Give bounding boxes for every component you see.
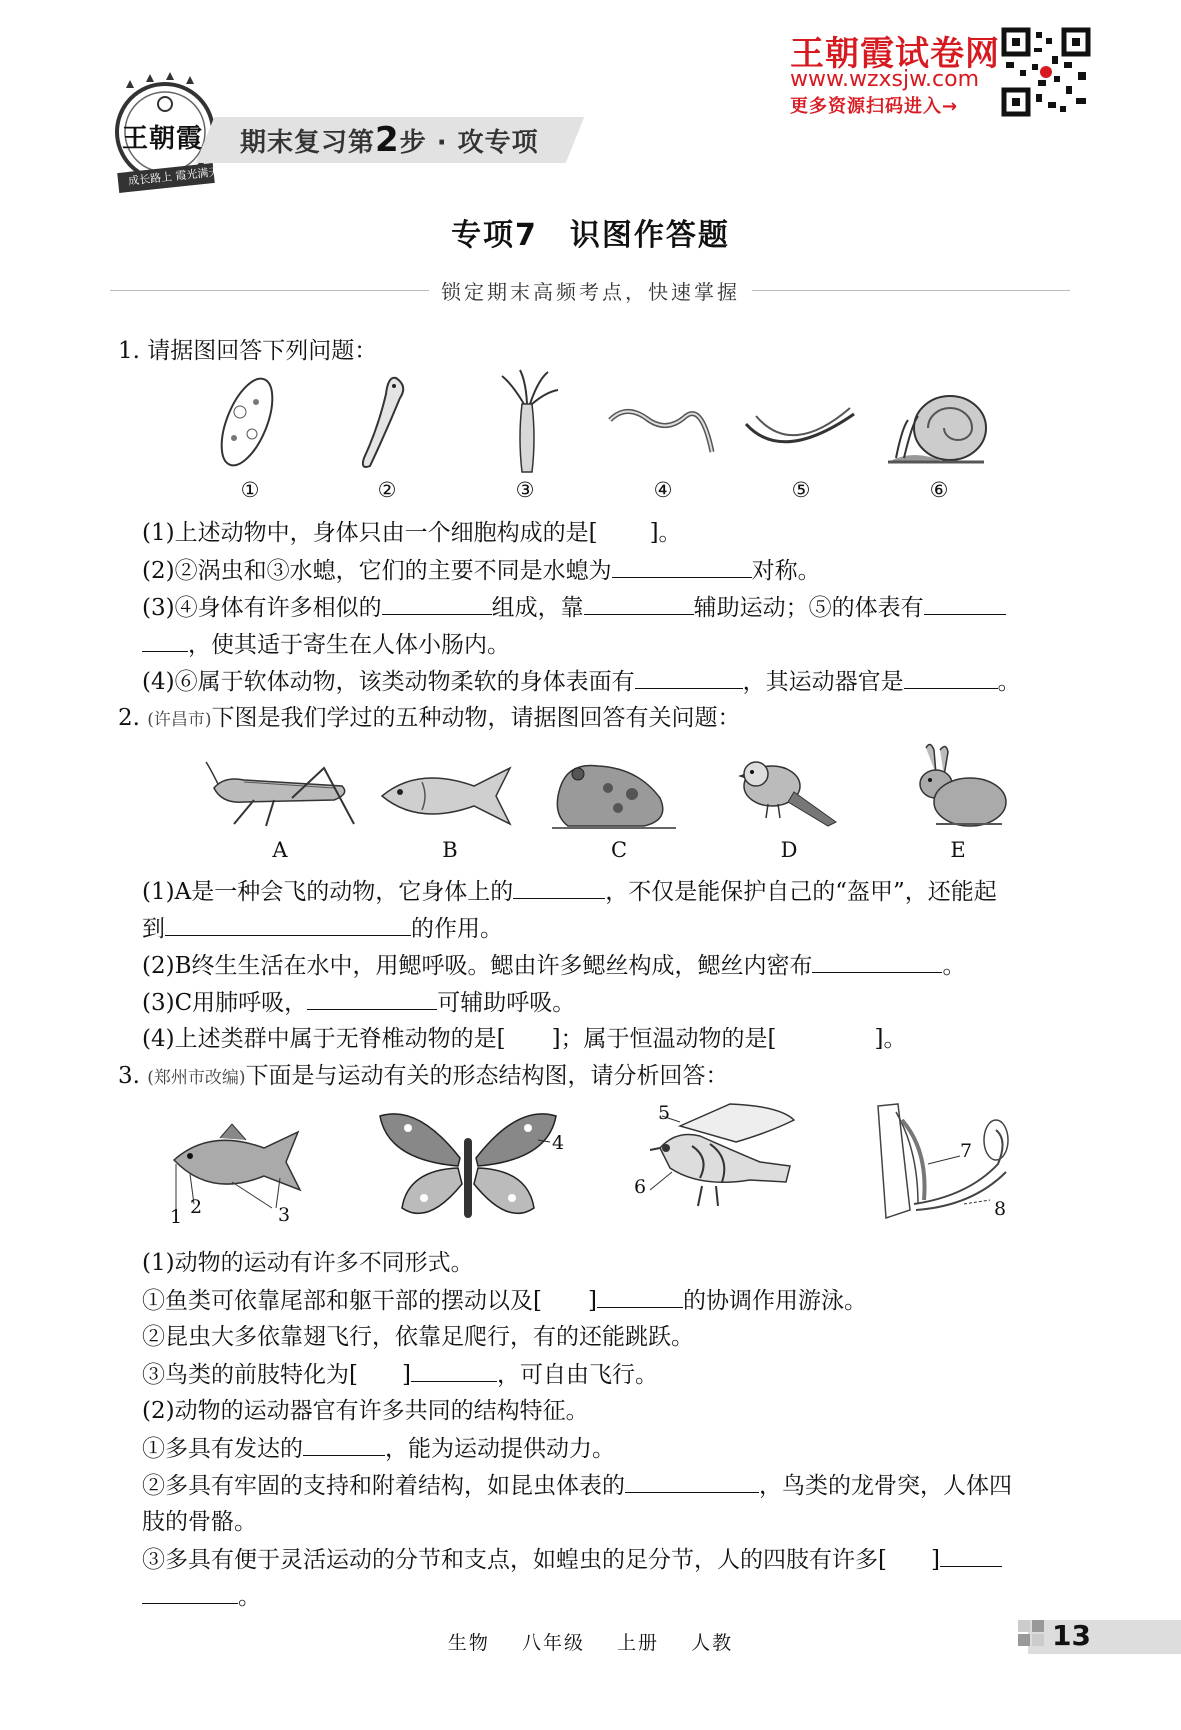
answer-blank[interactable] xyxy=(303,1433,385,1456)
fig-num-4: 4 xyxy=(552,1132,565,1154)
q1-label-3: ③ xyxy=(515,478,535,502)
q3-part2-1: ①多具有发达的 ，能为运动提供动力。 xyxy=(142,1433,615,1464)
fig-num-3: 3 xyxy=(278,1204,291,1226)
answer-blank[interactable] xyxy=(142,629,188,652)
answer-blank[interactable] xyxy=(940,1544,1002,1567)
snail-icon xyxy=(884,378,992,468)
fig-num-1: 1 xyxy=(170,1206,183,1228)
q1-part3-cont: ，使其适于寄生在人体小肠内。 xyxy=(142,629,510,660)
q2-label-c: C xyxy=(610,838,628,862)
q1-part3: (3)④身体有许多相似的 组成，靠 辅助运动；⑤的体表有 xyxy=(142,592,1006,623)
bird-icon xyxy=(738,752,838,828)
q1-label-6: ⑥ xyxy=(929,478,949,502)
q2-part2: (2)B终生生活在水中，用鳃呼吸。鳃由许多鳃丝构成，鳃丝内密布 。 xyxy=(142,950,965,981)
logo-text: 王朝霞 xyxy=(122,124,204,154)
step-banner-text: 期末复习第2步 · 攻专项 xyxy=(240,120,539,160)
q3-part2-3: ③多具有便于灵活运动的分节和支点，如蝗虫的足分节，人的四肢有许多[ ] xyxy=(142,1544,1002,1575)
butterfly-figure xyxy=(378,1108,558,1226)
fish-icon xyxy=(378,762,514,828)
q3-part2-2-cont: 肢的骨骼。 xyxy=(142,1509,257,1535)
fig-num-5: 5 xyxy=(658,1102,671,1124)
page-number-bar xyxy=(1028,1620,1181,1654)
page-corner-blocks-icon xyxy=(1018,1620,1048,1654)
qr-code-icon[interactable] xyxy=(1002,28,1090,116)
rabbit-icon xyxy=(906,740,1010,830)
q3-part1-2: ②昆虫大多依靠翅飞行，依靠足爬行，有的还能跳跃。 xyxy=(142,1324,694,1350)
roundworm-icon xyxy=(606,400,716,460)
answer-blank[interactable] xyxy=(142,1581,238,1604)
page-number: 13 xyxy=(1052,1619,1091,1652)
answer-blank[interactable] xyxy=(513,876,605,899)
fig-num-6: 6 xyxy=(634,1176,647,1198)
page-footer xyxy=(0,1628,1181,1655)
answer-blank[interactable] xyxy=(584,592,694,615)
q3-part1: (1)动物的运动有许多不同形式。 xyxy=(142,1250,474,1276)
answer-blank[interactable] xyxy=(924,592,1006,615)
footer-subject: 生物 xyxy=(447,1632,490,1654)
site-name: 王朝霞试卷网 xyxy=(790,34,1000,74)
q2-part1-cont: 到 的作用。 xyxy=(142,913,503,944)
q2-part3: (3)C用肺呼吸， 可辅助呼吸。 xyxy=(142,987,575,1018)
hydra-icon xyxy=(492,368,562,476)
answer-blank[interactable] xyxy=(635,666,743,689)
answer-blank[interactable] xyxy=(165,913,411,936)
site-url[interactable]: www.wzxsjw.com xyxy=(790,67,980,92)
q1-label-5: ⑤ xyxy=(791,478,811,502)
answer-blank[interactable] xyxy=(904,666,998,689)
q1-part2: (2)②涡虫和③水螅，它们的主要不同是水螅为 对称。 xyxy=(142,555,821,586)
q1-stem: 1. 请据图回答下列问题： xyxy=(118,338,378,364)
page-subtitle: 锁定期末高频考点，快速掌握 xyxy=(0,276,1181,305)
paramecium-icon xyxy=(212,372,282,472)
q3-part1-3: ③鸟类的前肢特化为[ ] ，可自由飞行。 xyxy=(142,1359,658,1390)
page-title: 专项7 识图作答题 xyxy=(451,218,730,253)
q1-part1: (1)上述动物中，身体只由一个细胞构成的是[ ]。 xyxy=(142,520,682,546)
footer-edition: 人教 xyxy=(691,1632,734,1654)
q1-label-4: ④ xyxy=(653,478,673,502)
fig-num-7: 7 xyxy=(960,1140,973,1162)
logo-motto: 成长路上 霞光满天 xyxy=(127,165,220,188)
answer-blank[interactable] xyxy=(411,1359,497,1382)
q1-label-2: ② xyxy=(377,478,397,502)
q2-part4: (4)上述类群中属于无脊椎动物的是[ ]；属于恒温动物的是[ ]。 xyxy=(142,1026,907,1052)
q3-part2-2: ②多具有牢固的支持和附着结构，如昆虫体表的 ，鸟类的龙骨突，人体四 xyxy=(142,1470,1012,1501)
planarian-icon xyxy=(356,372,416,472)
fig-num-8: 8 xyxy=(994,1198,1007,1220)
q1-label-1: ① xyxy=(240,478,260,502)
q2-label-b: B xyxy=(442,838,458,862)
site-tip: 更多资源扫码进入→ xyxy=(790,96,959,117)
grasshopper-icon xyxy=(204,758,354,830)
answer-blank[interactable] xyxy=(612,555,752,578)
footer-grade: 八年级 xyxy=(521,1632,585,1654)
q2-label-d: D xyxy=(780,838,798,862)
answer-blank[interactable] xyxy=(307,987,437,1010)
q2-part1: (1)A是一种会飞的动物，它身体上的 ，不仅是能保护自己的“盔甲”，还能起 xyxy=(142,876,997,907)
tapeworm-icon xyxy=(742,406,860,466)
answer-blank[interactable] xyxy=(382,592,492,615)
q2-stem: 2. (许昌市)下图是我们学过的五种动物，请据图回答有关问题： xyxy=(118,705,741,731)
answer-blank[interactable] xyxy=(597,1285,683,1308)
q3-part1-1: ①鱼类可依靠尾部和躯干部的摆动以及[ ] 的协调作用游泳。 xyxy=(142,1285,867,1316)
q1-part4: (4)⑥属于软体动物，该类动物柔软的身体表面有 ，其运动器官是 。 xyxy=(142,666,1021,697)
q3-stem: 3. (郑州市改编)下面是与运动有关的形态结构图，请分析回答： xyxy=(118,1063,729,1089)
q3-part2-3-cont: 。 xyxy=(142,1581,261,1612)
fig-num-2: 2 xyxy=(190,1196,203,1218)
q2-label-e: E xyxy=(950,838,966,862)
answer-blank[interactable] xyxy=(625,1470,759,1493)
footer-volume: 上册 xyxy=(617,1632,660,1654)
frog-icon xyxy=(548,748,678,830)
answer-blank[interactable] xyxy=(812,950,942,973)
q3-part2: (2)动物的运动器官有许多共同的结构特征。 xyxy=(142,1398,589,1424)
q2-label-a: A xyxy=(272,838,288,862)
